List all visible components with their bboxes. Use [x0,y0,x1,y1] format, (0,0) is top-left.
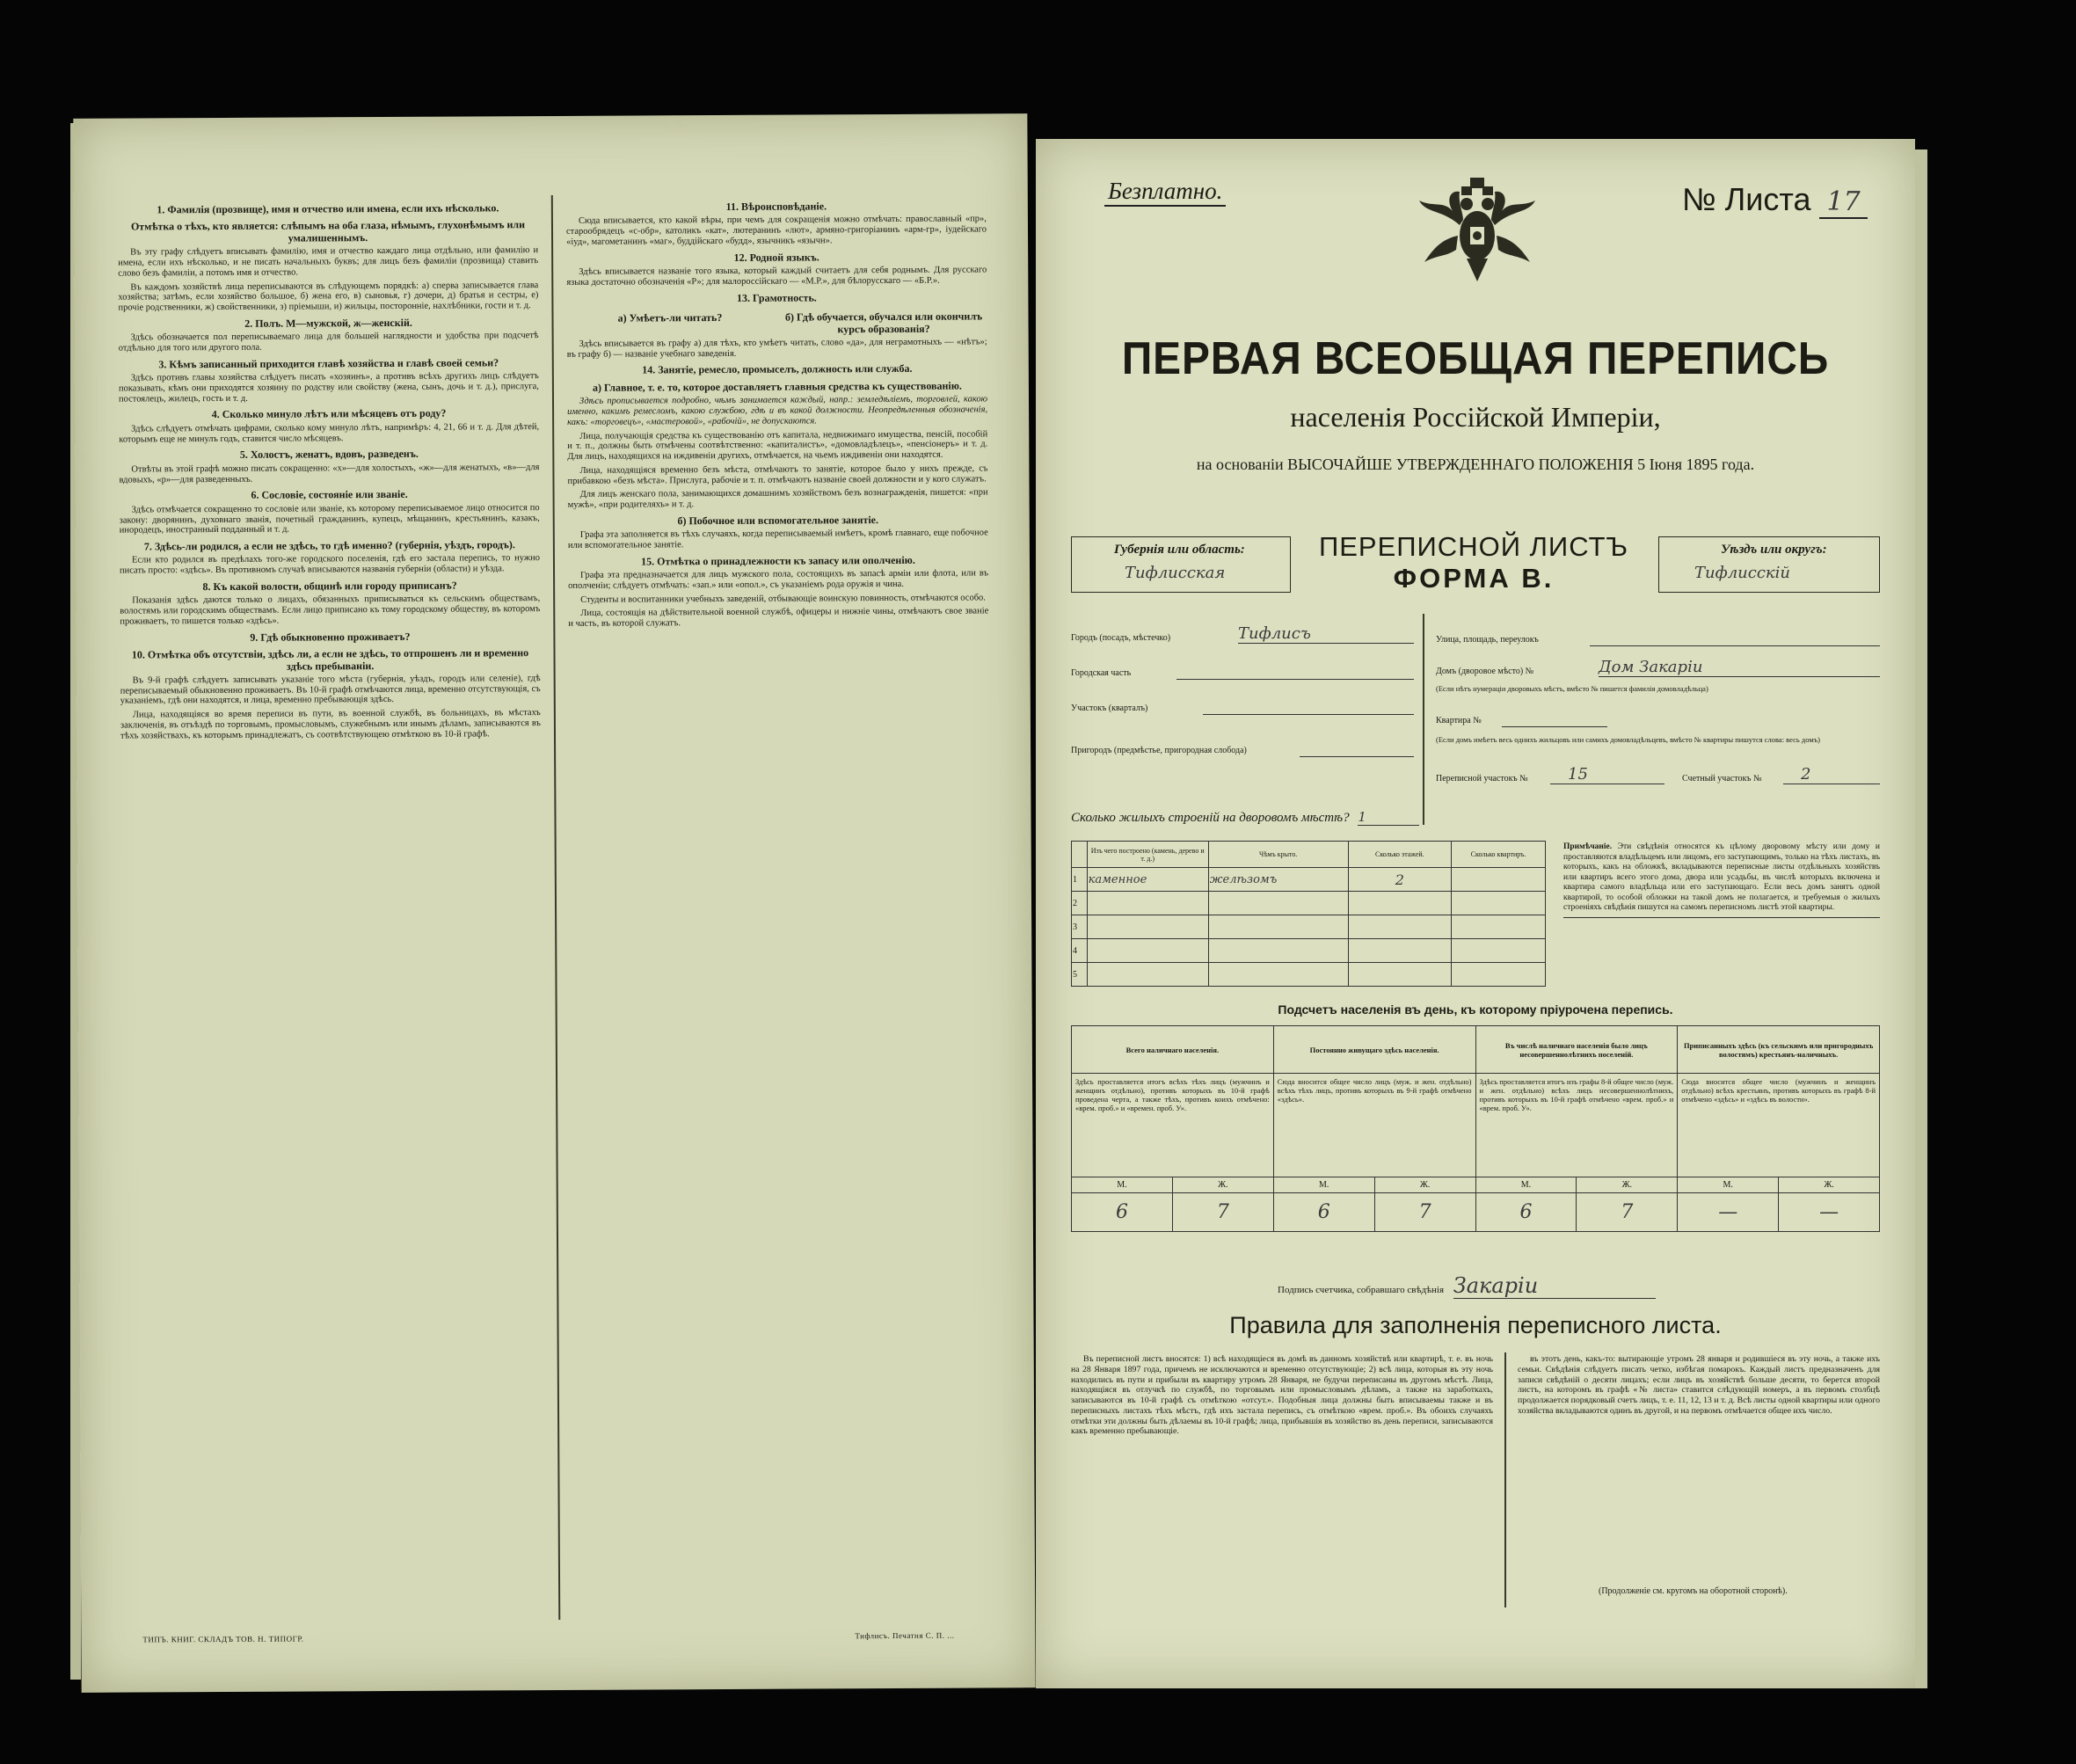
female-heading: Ж. [1172,1177,1273,1193]
section-heading-1: 1. Фамилія (прозвище), имя и отчество или имена, если ихъ нѣсколько. [157,201,499,216]
row-number: 5 [1072,963,1088,987]
literacy-b-heading: б) Гдѣ обучается, обучался или окончилъ курсъ образованія? [784,310,983,335]
paragraph: Лица, находящіяся во время переписи въ пути, въ военной службѣ, въ больницахъ, въ мѣстахъ заключенія, въ отъѣздѣ по торговымъ, промысловымъ, служебнымъ или инымъ дѣламъ, записываются въ тѣхъ хозяйствахъ, къ которымъ принадлежатъ, съ соотвѣтствующею отмѣткою въ 10-й графѣ. [120,708,541,741]
imperial-eagle-emblem [1416,174,1539,284]
paragraph: Въ эту графу слѣдуетъ вписывать фамилію, имя и отчество каждаго лица отдѣльно, или фамилію и имена, если ихъ нѣсколько, и не писать начальныхъ буквъ; для лицъ безъ фамиліи (прозвища) ставить слово безъ фамиліи, а потомъ имя и отчество. [118,245,539,279]
note-text: Эти свѣдѣнія относятся къ цѣлому дворовому мѣсту или дому и проставляются владѣльцемъ или лицомъ, его заступающимъ, только на тѣхъ листахъ, въ которыхъ, какъ на обложкѣ, вкладываются переписные листы отдѣльныхъ хозяйствъ или квартиръ всего этого дома, двора или усадьбы, въ числѣ которыхъ включена и квартира самого владѣльца или его заступающаго. Если весь домъ занятъ одной квартирой, то особой обложки на такой домъ не полагается, и требуемыя о жилыхъ строеніяхъ свѣдѣнія пишутся на самомъ переписномъ листѣ этой квартиры. [1563,842,1881,913]
census-legal-basis: на основаніи ВЫСОЧАЙШЕ УТВЕРЖДЕННАГО ПОЛОЖЕНІЯ 5 Іюня 1895 года. [1196,456,1755,473]
signature-row [1278,1273,1656,1299]
section-heading-2: 2. Полъ. М—мужской, ж—женскій. [244,316,412,330]
paragraph: Въ 9-й графѣ слѣдуетъ записывать указаніе того мѣста (губернія, уѣздъ, городъ или селеніе), гдѣ переписываемый обыкновенно проживаетъ. Въ 10-й графѣ отмѣчаются лица, временно отсутствующія, съ указаніемъ, гдѣ они находятся, и лица, временно пребывающія здѣсь. [120,674,541,707]
male-heading: М. [1072,1177,1173,1193]
tally-col-3-heading: Въ числѣ наличнаго населенія было лицъ несовершеннолѣтнихъ поселеній. [1475,1026,1678,1074]
tally-desc-row [1072,1074,1880,1177]
male-heading: М. [1678,1177,1779,1193]
male-heading: М. [1475,1177,1577,1193]
section-line [1203,714,1414,715]
tally-col-4-desc: Сюда вносится общее число (мужчинъ и женщинъ отдѣльно) всѣхъ крестьянъ, противъ которыхъ въ графѣ 8-й отмѣчено «здѣсь» и «здѣсь въ волости». [1678,1074,1880,1177]
buildings-table [1071,841,1546,987]
sheet-number-label: № Листа [1682,181,1811,217]
right-page [1036,139,1915,1688]
buildings-value: 1 [1358,809,1419,826]
flat-line [1502,726,1607,727]
uezd-value: Тифлисскій [1694,564,1791,582]
section-heading-10: 10. Отмѣтка объ отсутствіи, здѣсь ли, а если не здѣсь, то отпрошенъ ли и временно здѣсь пребываніи. [131,646,529,673]
rules-title: Правила для заполненія переписного листа. [1229,1312,1722,1338]
female-heading: Ж. [1577,1177,1678,1193]
table-row [1072,939,1546,963]
paragraph: Для лицъ женскаго пола, занимающихся домашнимъ хозяйствомъ безъ вознагражденія, пишется: «при мужѣ», «при родителяхъ» и т. д. [567,487,988,510]
section-heading-6: 6. Сословіе, состояніе или званіе. [251,488,408,502]
count-section-label: Счетный участокъ № [1682,774,1762,784]
uezd-label: Уѣздъ или округъ: [1721,543,1827,557]
tally-value: 6 [1072,1193,1173,1232]
rules-left-column: Въ переписной листъ вносятся: 1) всѣ находящіеся въ домѣ въ данномъ хозяйствѣ или квартирѣ, т. е. въ ночь на 28 Января 1897 года, причемъ не исключаются и временно отсутствующіе; 2) всѣ лица, которыя въ эту ночь находились въ пути и прибыли въ квартиру утромъ 28 Января, не будучи переписаны въ другомъ мѣстѣ. Лица, находящіяся въ отлучкѣ по службѣ, по торговымъ или промысловымъ дѣламъ, а также на заработкахъ, записываются въ 10-й графѣ съ отмѣткою «отсут.». Подобныя лица должны быть вписываемы также и въ переписныхъ листахъ тѣхъ мѣстъ, гдѣ ихъ застала перепись, съ отмѣткою «врем. проб.». Въ обоихъ случаяхъ отмѣтки эти должны быть дѣлаемы въ 10-й графѣ; лица, прибывшія въ хозяйство въ день переписи, записываются какъ временно пребывающіе. [1071,1354,1493,1437]
printer-footer-left: ТИПЪ. КНИГ. СКЛАДЪ ТОВ. Н. ТИПОГР. [142,1634,304,1644]
gubernia-label: Губернія или область: [1114,543,1245,557]
buildings-question [1071,809,1419,826]
section-heading-11: 11. Вѣроисповѣданіе. [725,200,827,213]
paragraph: Лица, получающія средства къ существованію отъ капитала, недвижимаго имущества, пенсій, пособій и т. п., должны быть отмѣчены соотвѣтственно: «капиталистъ», «домовладѣлецъ», «пенсіонеръ» и т. д. Для лицъ, находящихся на иждивеніи другихъ, отмѣчается, на чьемъ иждивеніи они находятся. [567,428,988,462]
paragraph: Отвѣты въ этой графѣ можно писать сокращенно: «х»—для холостыхъ, «ж»—для женатыхъ, «в»—для вдовыхъ, «р»—для разведенныхъ. [119,462,540,485]
paragraph: Сюда вписывается, кто какой вѣры, при чемъ для сокращенія можно отмѣчать: православный «пр», старообрядецъ «с-обр», католикъ «кат», лютеранинъ «лют», армяно-григоріанинъ «арм-гр», іудейскаго «іуд», магометанинъ «маг», буддійскаго «будд», язычникъ «язычн». [565,214,987,247]
paragraph: Здѣсь вписывается названіе того языка, который каждый считаетъ для себя роднымъ. Для русскаго языка достаточно обозначенія «Р»; для малороссійскаго — «М.Р.», для бѣлорусскаго — «Б.Р.». [566,265,987,288]
left-column-1 [118,197,541,745]
row-number: 3 [1072,915,1088,939]
row-floors: 2 [1348,868,1451,892]
paragraph: Лица, состоящія на дѣйствительной военной службѣ, офицеры и нижніе чины, отмѣчаютъ свое званіе и часть, въ которой служатъ. [568,606,989,630]
literacy-subheads [566,305,987,339]
col-roof: Чѣмъ крыто. [1208,842,1348,868]
tally-col-4-heading: Приписанныхъ здѣсь (къ сельскимъ или пригородныхъ волостямъ) крестьянъ-наличныхъ. [1678,1026,1880,1074]
paragraph: Графа эта предназначается для лицъ мужского пола, состоящихъ въ запасѣ арміи или флота, или въ ополченіи; слѣдуетъ отмѣчать: «зап.» или «опол.», съ указаніемъ рода оружія и чина. [568,568,989,591]
section-heading-3: 3. Кѣмъ записанный приходится главѣ хозяйства и главѣ своей семьи? [158,356,499,371]
form-title: ПЕРЕПИСНОЙ ЛИСТЪ [1318,531,1629,562]
note-title: Примѣчаніе. [1563,842,1613,851]
paragraph: Въ каждомъ хозяйствѣ лица переписываются въ слѣдующемъ порядкѣ: а) сперва записывается глава хозяйства; затѣмъ, если хозяйство большое, б) жена его, в) сыновья, г) дочери, д) братья и сестры, е) прочіе родственники, ж) свойственники, з) пріемыши, и) жильцы, посторонніе, нахлѣбники, гости и т. д. [118,280,539,313]
suburb-line [1300,756,1414,757]
tally-values-row [1072,1193,1880,1232]
row-number: 4 [1072,939,1088,963]
uezd-box [1658,536,1880,593]
street-label: Улица, площадь, переулокъ [1436,635,1539,645]
rules-continuation: (Продолженіе см. кругомъ на оборотной сторонѣ). [1599,1586,1788,1596]
literacy-a-heading: а) Умѣетъ-ли читать? [617,311,723,324]
row-flats [1452,868,1546,892]
paragraph: Здѣсь вписывается въ графу а) для тѣхъ, кто умѣетъ читать, слово «да», для неграмотныхъ — «нѣтъ»; въ графу б) — названіе учебнаго заведенія. [566,337,987,360]
section-heading-8: 8. Къ какой волости, общинѣ или городу приписанъ? [202,579,457,594]
section-label: Участокъ (кварталъ) [1071,703,1148,713]
female-heading: Ж. [1374,1177,1475,1193]
tally-col-3-desc: Здѣсь проставляется итогъ изъ графы 8-й общее число (муж. и жен. отдѣльно) всѣхъ лицъ несовершеннолѣтнихъ, противъ которыхъ въ 10-й графѣ отмѣчено «врем. проб.» и «врем. проб. У». [1475,1074,1678,1177]
tally-col-1-heading: Всего наличнаго населенія. [1072,1026,1274,1074]
right-page-stack [1915,149,1927,1688]
tally-title: Подсчетъ населенія въ день, къ которому пріурочена перепись. [1278,1002,1673,1017]
tally-value: — [1678,1193,1779,1232]
tally-value: 7 [1577,1193,1678,1232]
section-heading-9: 9. Гдѣ обыкновенно проживаетъ? [250,630,411,644]
form-title-block [1289,526,1658,596]
flat-label: Квартира № [1436,716,1482,725]
tally-col-2-heading: Постоянно живущаго здѣсь населенія. [1273,1026,1475,1074]
section-heading-7: 7. Здѣсь-ли родился, а если не здѣсь, то гдѣ именно? (губернія, уѣздъ, городъ). [143,538,515,553]
suburb-label: Пригородъ (предмѣстье, пригородная слобода) [1071,746,1247,755]
gubernia-value: Тифлисская [1125,564,1226,582]
rules-column-divider [1504,1352,1506,1607]
signature-value: Закаріи [1453,1273,1656,1299]
left-page [73,113,1035,1693]
rules-right-column: въ этотъ день, какъ-то: вытирающіе утромъ 28 января и родившіеся въ эту ночь, а также ихъ семьи. Свѣдѣнія слѣдуетъ писать четко, избѣгая помарокъ. Каждый листъ предназначенъ для записи свѣдѣній о десяти лицахъ; если лицъ въ хозяйствѣ больше десяти, то берется второй листъ, на которомъ въ графѣ «№ листа» ставится слѣдующій номеръ, а въ первомъ столбцѣ продолжается порядковый счетъ лицъ, т. е. 11, 12, 13 и т. д. Всѣ листы одной квартиры или одного хозяйства вкладываются одинъ въ другой, и на первомъ отмѣчается общее ихъ число. [1518,1354,1880,1416]
paragraph: Студенты и воспитанники учебныхъ заведеній, отбывающіе воинскую повинность, отмѣчаются особо. [580,593,986,605]
sheet-number-value: 17 [1819,186,1867,219]
tally-value: 6 [1475,1193,1577,1232]
table-row [1072,963,1546,987]
column-divider [551,195,560,1620]
tally-value: — [1779,1193,1880,1232]
paragraph: Здѣсь обозначается пол переписываемаго лица для большей наглядности и удобства при подсчетѣ отдѣльно для того или другого пола. [118,331,539,354]
paragraph: Здѣсь слѣдуетъ отмѣчать цифрами, сколько кому минуло лѣтъ, напримѣръ: 4, 21, 66 и т. д. Для дѣтей, которымъ еще не минулъ годъ, ставится число мѣсяцевъ. [119,421,540,445]
section-heading-14b: б) Побочное или вспомогательное занятіе. [677,513,879,528]
section-subheading-1: Отмѣтка о тѣхъ, кто является: слѣпымъ на оба глаза, нѣмымъ, глухонѣмымъ или умалишеннымъ. [130,218,526,244]
table-row [1072,892,1546,915]
city-label: Городъ (посадъ, мѣстечко) [1071,633,1171,643]
count-section-value: 2 [1783,765,1880,784]
left-column-2 [566,194,989,632]
address-divider [1423,614,1424,825]
city-part-line [1176,679,1414,680]
census-section-value: 15 [1550,765,1664,784]
tally-col-2-desc: Сюда вносится общее число лицъ (муж. и жен. отдѣльно) всѣхъ тѣхъ лицъ, противъ которыхъ въ 9-й графѣ отмѣчено «здѣсь». [1273,1074,1475,1177]
census-section-label: Переписной участокъ № [1436,774,1528,784]
paragraph: Графа эта заполняется въ тѣхъ случаяхъ, когда переписываемый имѣетъ, кромѣ главнаго, еще побочное или вспомогательное занятіе. [567,528,988,550]
tally-mf-row [1072,1177,1880,1193]
house-note: (Если нѣтъ нумераціи дворовыхъ мѣстъ, вмѣсто № пишется фамилія домовладѣльца) [1436,684,1708,693]
city-part-label: Городская часть [1071,668,1132,678]
tally-value: 7 [1374,1193,1475,1232]
col-material: Изъ чего построено (камень, дерево и т. д.) [1087,842,1208,868]
paragraph: Показанія здѣсь даются только о лицахъ, обязанныхъ приписываться къ сельскимъ обществамъ, волостямъ или городскимъ обществамъ. Если лицо приписано къ тому городскому обществу, въ которомъ проживаетъ, то пишется только «здѣсь». [120,594,541,627]
paragraph: Здѣсь отмѣчается сокращенно то сословіе или званіе, къ которому переписываемое лицо относится по закону: дворянинъ, духовнаго званія, почетный гражданинъ, купецъ, мѣщанинъ, крестьянинъ, казакъ, инородецъ, иностранный подданный и т. д. [119,502,540,536]
col-flats: Сколько квартиръ. [1452,842,1546,868]
row-roof: желѣзомъ [1208,868,1348,892]
buildings-label: Сколько жилыхъ строеній на дворовомъ мѣстѣ? [1071,811,1350,825]
paragraph: Лица, находящіяся временно безъ мѣста, отмѣчаютъ то занятіе, которое было у нихъ прежде, съ прибавкою «безъ мѣста». Прислуга, рабочіе и т. п. отмѣчаютъ названіе своей должности и у кого служатъ. [567,463,988,486]
section-heading-12: 12. Родной языкъ. [733,251,819,264]
male-heading: М. [1273,1177,1374,1193]
flat-note: (Если домъ имѣетъ весь однихъ жильцовъ или самихъ домовладѣльцевъ, вмѣсто № квартиры пишутся слова: весь домъ) [1436,735,1820,744]
section-heading-15: 15. Отмѣтка о принадлежности къ запасу или ополченію. [641,553,915,568]
signature-label: Подпись счетчика, собравшаго свѣдѣнія [1278,1285,1445,1295]
table-row [1072,868,1546,892]
section-heading-4: 4. Сколько минуло лѣтъ или мѣсяцевъ отъ роду? [211,407,447,421]
buildings-note [1563,842,1880,918]
row-material: каменное [1087,868,1208,892]
section-heading-14a: а) Главное, т. е. то, которое доставляетъ главныя средства къ существованію. [592,379,962,394]
street-line [1590,645,1880,646]
buildings-table-header [1072,842,1546,868]
row-number: 1 [1072,868,1088,892]
table-row [1072,915,1546,939]
paragraph: Здѣсь прописывается подробно, чѣмъ занимается каждый, напр.: земледѣліемъ, торговлей, какою именно, какимъ ремесломъ, какою службою, гдѣ и въ какой должности. Неопредѣленныя обозначенія, какъ: «торговецъ», «мастеровой», «рабочій», не допускаются. [567,394,988,427]
free-label: Безплатно. [1104,178,1226,207]
paragraph: Если кто родился въ предѣлахъ того-же городского поселенія, гдѣ его застала перепись, то нужно писать просто: «здѣсь». Въ противномъ случаѣ вписываются названія губерніи (области) и уѣзда. [119,553,540,576]
paragraph: Здѣсь противъ главы хозяйства слѣдуетъ писать «хозяинъ», а противъ всѣхъ другихъ лицъ слѣдуетъ показывать, кѣмъ они приходятся хозяину по родству или свойству (жена, сынъ, дочь и т. д.), прислуга, постоялецъ, жилецъ, гость и т. д. [118,371,539,405]
census-subtitle: населенія Россійской Имперіи, [1290,401,1661,433]
section-heading-5: 5. Холостъ, женатъ, вдовъ, разведенъ. [239,448,419,462]
tally-table [1071,1025,1880,1232]
sheet-number [1682,181,1868,218]
city-value: Тифлисъ [1238,624,1414,644]
tally-value: 6 [1273,1193,1374,1232]
census-title: ПЕРВАЯ ВСЕОБЩАЯ ПЕРЕПИСЬ [1121,333,1830,384]
section-heading-13: 13. Грамотность. [736,291,817,304]
female-heading: Ж. [1779,1177,1880,1193]
tally-value: 7 [1172,1193,1273,1232]
tally-header-row [1072,1026,1880,1074]
house-label: Домъ (дворовое мѣсто) № [1436,667,1534,676]
gubernia-box [1071,536,1291,593]
col-floors: Сколько этажей. [1348,842,1451,868]
house-value: Дом Закаріи [1599,658,1880,677]
tally-col-1-desc: Здѣсь проставляется итогъ всѣхъ тѣхъ лицъ (мужчинъ и женщинъ отдѣльно), противъ которыхъ въ 10-й графѣ проведена черта, а также тѣхъ, противъ коихъ отмѣчено: «врем. проб.» и «времен. проб. У». [1072,1074,1274,1177]
section-heading-14: 14. Занятіе, ремесло, промыселъ, должность или служба. [642,362,913,376]
form-letter: ФОРМА В. [1393,563,1555,594]
row-number: 2 [1072,892,1088,915]
printer-footer-right: Тифлисъ. Печатня С. П. ... [855,1630,955,1641]
